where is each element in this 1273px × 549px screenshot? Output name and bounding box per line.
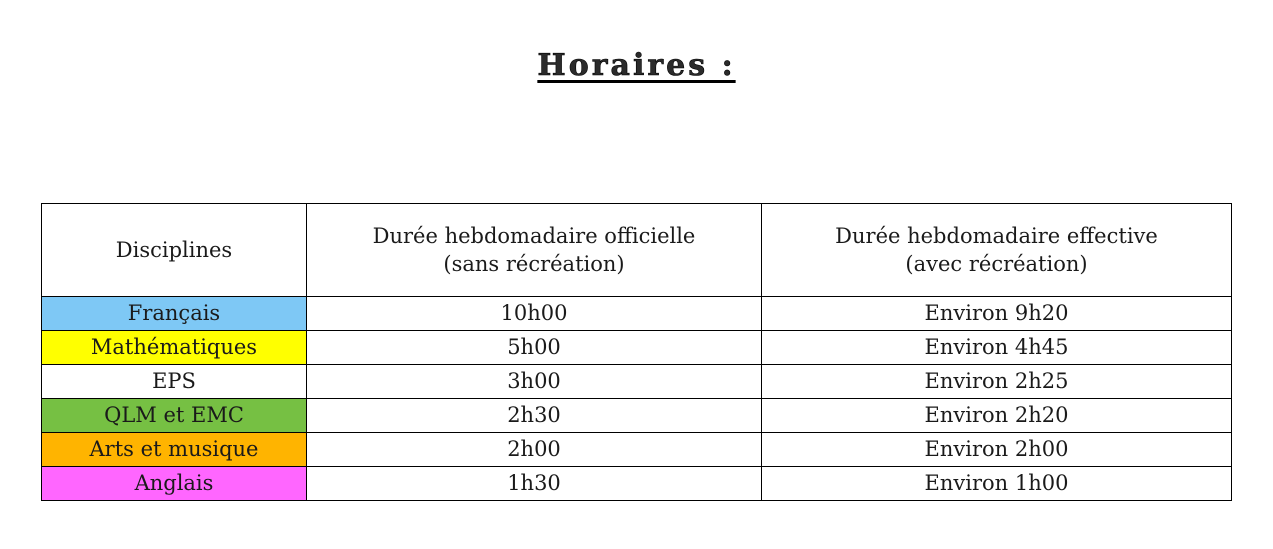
cell-effective-duration: Environ 9h20 xyxy=(762,297,1232,331)
cell-effective-duration: Environ 2h25 xyxy=(762,365,1232,399)
cell-effective-duration: Environ 1h00 xyxy=(762,467,1232,501)
cell-official-duration: 10h00 xyxy=(307,297,762,331)
table-row xyxy=(42,365,1232,399)
cell-official-duration: 2h30 xyxy=(307,399,762,433)
cell-discipline: Anglais xyxy=(42,467,307,501)
table-header-row xyxy=(42,204,1232,297)
header-official-duration xyxy=(307,204,762,297)
cell-effective-duration: Environ 4h45 xyxy=(762,331,1232,365)
page-title: Horaires : xyxy=(537,48,736,83)
cell-discipline: Mathématiques xyxy=(42,331,307,365)
cell-official-duration: 5h00 xyxy=(307,331,762,365)
table-row xyxy=(42,331,1232,365)
table-body xyxy=(42,297,1232,501)
header-effective-duration-line2: (avec récréation) xyxy=(905,252,1088,276)
cell-discipline: Français xyxy=(42,297,307,331)
table-row xyxy=(42,467,1232,501)
header-official-duration-line2: (sans récréation) xyxy=(443,252,625,276)
table-row xyxy=(42,433,1232,467)
table-row xyxy=(42,297,1232,331)
header-disciplines-line1: Disciplines xyxy=(115,237,233,262)
cell-official-duration: 3h00 xyxy=(307,365,762,399)
cell-discipline: QLM et EMC xyxy=(42,399,307,433)
cell-discipline: EPS xyxy=(42,365,307,399)
table-row xyxy=(42,399,1232,433)
schedule-table xyxy=(41,203,1232,501)
table-header xyxy=(42,204,1232,297)
cell-discipline: Arts et musique xyxy=(42,433,307,467)
cell-effective-duration: Environ 2h00 xyxy=(762,433,1232,467)
document-page xyxy=(0,48,1273,549)
header-official-duration-line1: Durée hebdomadaire officielle xyxy=(372,223,696,248)
cell-official-duration: 2h00 xyxy=(307,433,762,467)
header-effective-duration-line1: Durée hebdomadaire effective xyxy=(835,223,1158,248)
cell-official-duration: 1h30 xyxy=(307,467,762,501)
cell-effective-duration: Environ 2h20 xyxy=(762,399,1232,433)
schedule-table-container xyxy=(41,203,1231,501)
header-effective-duration xyxy=(762,204,1232,297)
header-disciplines xyxy=(42,204,307,297)
